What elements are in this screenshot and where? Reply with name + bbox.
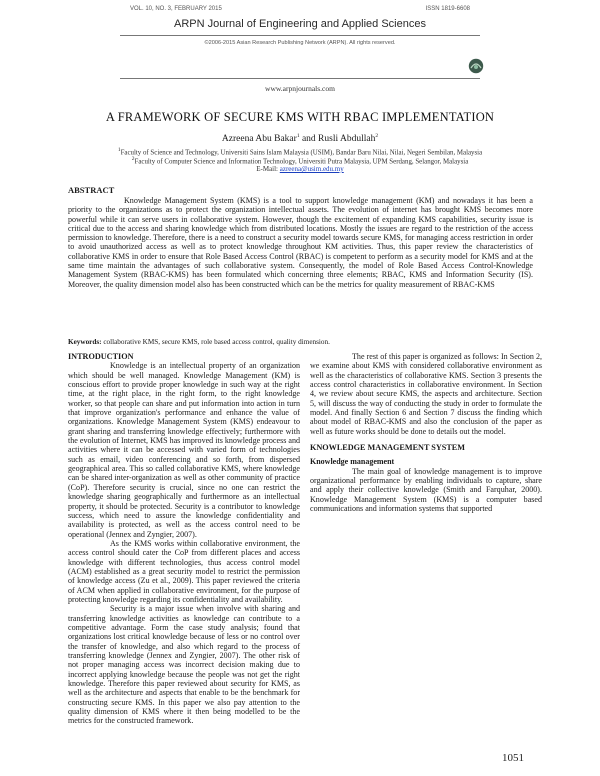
- header-rule: [120, 35, 480, 36]
- abstract-text: Knowledge Management System (KMS) is a tool to support knowledge management (KM) and nowadays it has been a priority to the organizations as to protect the organization intellectual assets. The evolution of internet has brought KMS becomes more powerful while it can serve users in collaborative system. However, though the excitement of expanding KMS capabilities, security issue is critical due to the access and sharing knowledge which from distributed locations. Mostly the issues are regard to the restriction of the access permission to knowledge. Therefore, there is a need to construct a security model towards secure KMS, for managing access restriction in order to avoid unauthorized access as well as to protect knowledge throughout KM activities. Thus, this paper review the characteristics of collaborative KMS in order to ensure that Role Based Access Control (RBAC) is competent to perform as a security model for KMS and at the same time maintain the advantages of such collaborative system. Consequently, the model of Role Based Access Control-Knowledge Management System (RBAC-KMS) has been formulated which concerning three elements; RBAC, KMS and Information Security (IS). Moreover, the quality dimension model also has been constructed which can be the metrics for quality measurement of RBAC-KMS: [68, 196, 533, 289]
- paragraph: Knowledge is an intellectual property of an organization which should be well managed. Knowledge Management (KM) is conscious effort to provide proper knowledge in such way at the right time, at the right place, in the right form, to the right knowledge worker, so that people can share and put information into action in turn that improve organization's performance and enhance the value of organizations. Knowledge Management System (KMS) endeavour to grant sharing and transferring knowledge effectively; furthermore with the evolution of Internet, KMS has improved its knowledge process and activities where it can be accessed with varied form of technologies such as email, video conferencing and so forth, from dispersed geographical area. This so called collaborative KMS, where knowledge can be shared inter-organization as well as other community of practice (CoP). Therefore security is crucial, since no one can restrict the knowledge sharing geographically and furthermore as an intellectual property, it should be protected. Security is a contributor to knowledge success, which need to assure the knowledge confidentiality and availability is protected, as well as the access control need to be operational (Jennex and Zyngier, 2007).: [68, 361, 300, 539]
- arpn-logo-icon: [468, 58, 484, 74]
- paragraph: Security is a major issue when involve with sharing and transferring knowledge activities as knowledge can contribute to a competitive advantage. Form the case study analysis; found that organizations lost critical knowledge because of less or no control over the transfer of knowledge, and also which regard to the process of transferring knowledge (Jennex and Zyngier, 2007). The other risk of not proper managing access was incorrect decision making due to incorrect applying knowledge because the people was not get the right knowledge. Therefore this paper reviewed about security for KMS, as well as the architecture and aspects that enable to be the benchmark for constructing secure KMS. In this paper we also pay attention to the quality dimension of KMS where it then being modelled to be the metrics for the constructed framework.: [68, 604, 300, 726]
- author-name: Azreena Abu Bakar: [221, 134, 297, 145]
- affiliation-marker: 2: [131, 156, 135, 162]
- volume-line: VOL. 10, NO. 3, FEBRUARY 2015: [130, 6, 222, 12]
- email-label: E-Mail:: [256, 165, 280, 173]
- author-line: [0, 133, 600, 144]
- right-column-text: [310, 352, 542, 514]
- section-heading: INTRODUCTION: [68, 352, 134, 361]
- header-rule-bottom: [120, 78, 480, 79]
- affiliation-marker: 2: [375, 133, 379, 139]
- affiliation-marker: 1: [296, 133, 300, 139]
- paragraph: The main goal of knowledge management is to improve organizational performance by enabling individuals to capture, share and apply their collective knowledge (Smith and Farquhar, 2000). Knowledge Management System (KMS) is a computer based communications and information systems that supported: [310, 466, 542, 514]
- abstract-heading: ABSTRACT: [68, 185, 115, 195]
- paper-title: A FRAMEWORK OF SECURE KMS WITH RBAC IMPLEMENTATION: [105, 110, 495, 124]
- paragraph: As the KMS works within collaborative environment, the access control should cater the CoP from different places and access knowledge with different technologies, thus access control model (ACM) established as a great security model to restrict the permission of knowledge access (Zu et al., 2009). This paper reviewed the criteria of ACM when applied in collaborative environment, for the purpose of protecting knowledge regarding its confidentiality and availability.: [68, 538, 300, 604]
- keywords-line: [68, 338, 533, 346]
- running-header: [130, 6, 470, 16]
- journal-url[interactable]: www.arpnjournals.com: [265, 84, 335, 93]
- affiliation-1: $^1$Faculty of Science and Technology, Universiti Sains Islam Malaysia (USIM), Bandar Baru Nilai, Nilai, Negeri Sembilan, Malaysia: [117, 147, 483, 157]
- email-link[interactable]: azreena@usim.edu.my: [279, 165, 344, 173]
- page-number: 1051: [502, 752, 524, 764]
- issn: ISSN 1819-6608: [425, 6, 470, 12]
- affiliation-2: $^2$Faculty of Computer Science and Information Technology, Universiti Putra Malaysia, UPM Serdang, Selangor, Malaysia: [131, 156, 469, 166]
- subsection-heading: Knowledge management: [310, 457, 395, 467]
- keywords-text: collaborative KMS, secure KMS, role based access control, quality dimension.: [101, 338, 330, 346]
- author-conjunction: and: [299, 134, 319, 145]
- affiliation-marker: 1: [117, 147, 121, 153]
- copyright-line: ©2006-2015 Asian Research Publishing Network (ARPN). All rights reserved.: [204, 40, 396, 46]
- author-name: Rusli Abdullah: [318, 134, 376, 145]
- paragraph: The rest of this paper is organized as follows: In Section 2, we examine about KMS with considered collaborative environment as well as the characteristics of collaborative KMS. Section 3 presents the access control characteristics in collaborative environment. In Section 4, we review about secure KMS, the aspects and architecture. Section 5, will discuss the way of conducting the study in order to formulate the model. And finally Section 6 and Section 7 discuss the finding which about model of RBAC-KMS and also the conclusion of the paper as well as future works should be done to details out the model.: [310, 352, 542, 436]
- journal-name: ARPN Journal of Engineering and Applied Sciences: [174, 18, 426, 30]
- left-column: [68, 352, 300, 726]
- keywords-label: Keywords:: [68, 338, 102, 346]
- section-heading: KNOWLEDGE MANAGEMENT SYSTEM: [310, 443, 465, 453]
- email-line: [0, 165, 600, 173]
